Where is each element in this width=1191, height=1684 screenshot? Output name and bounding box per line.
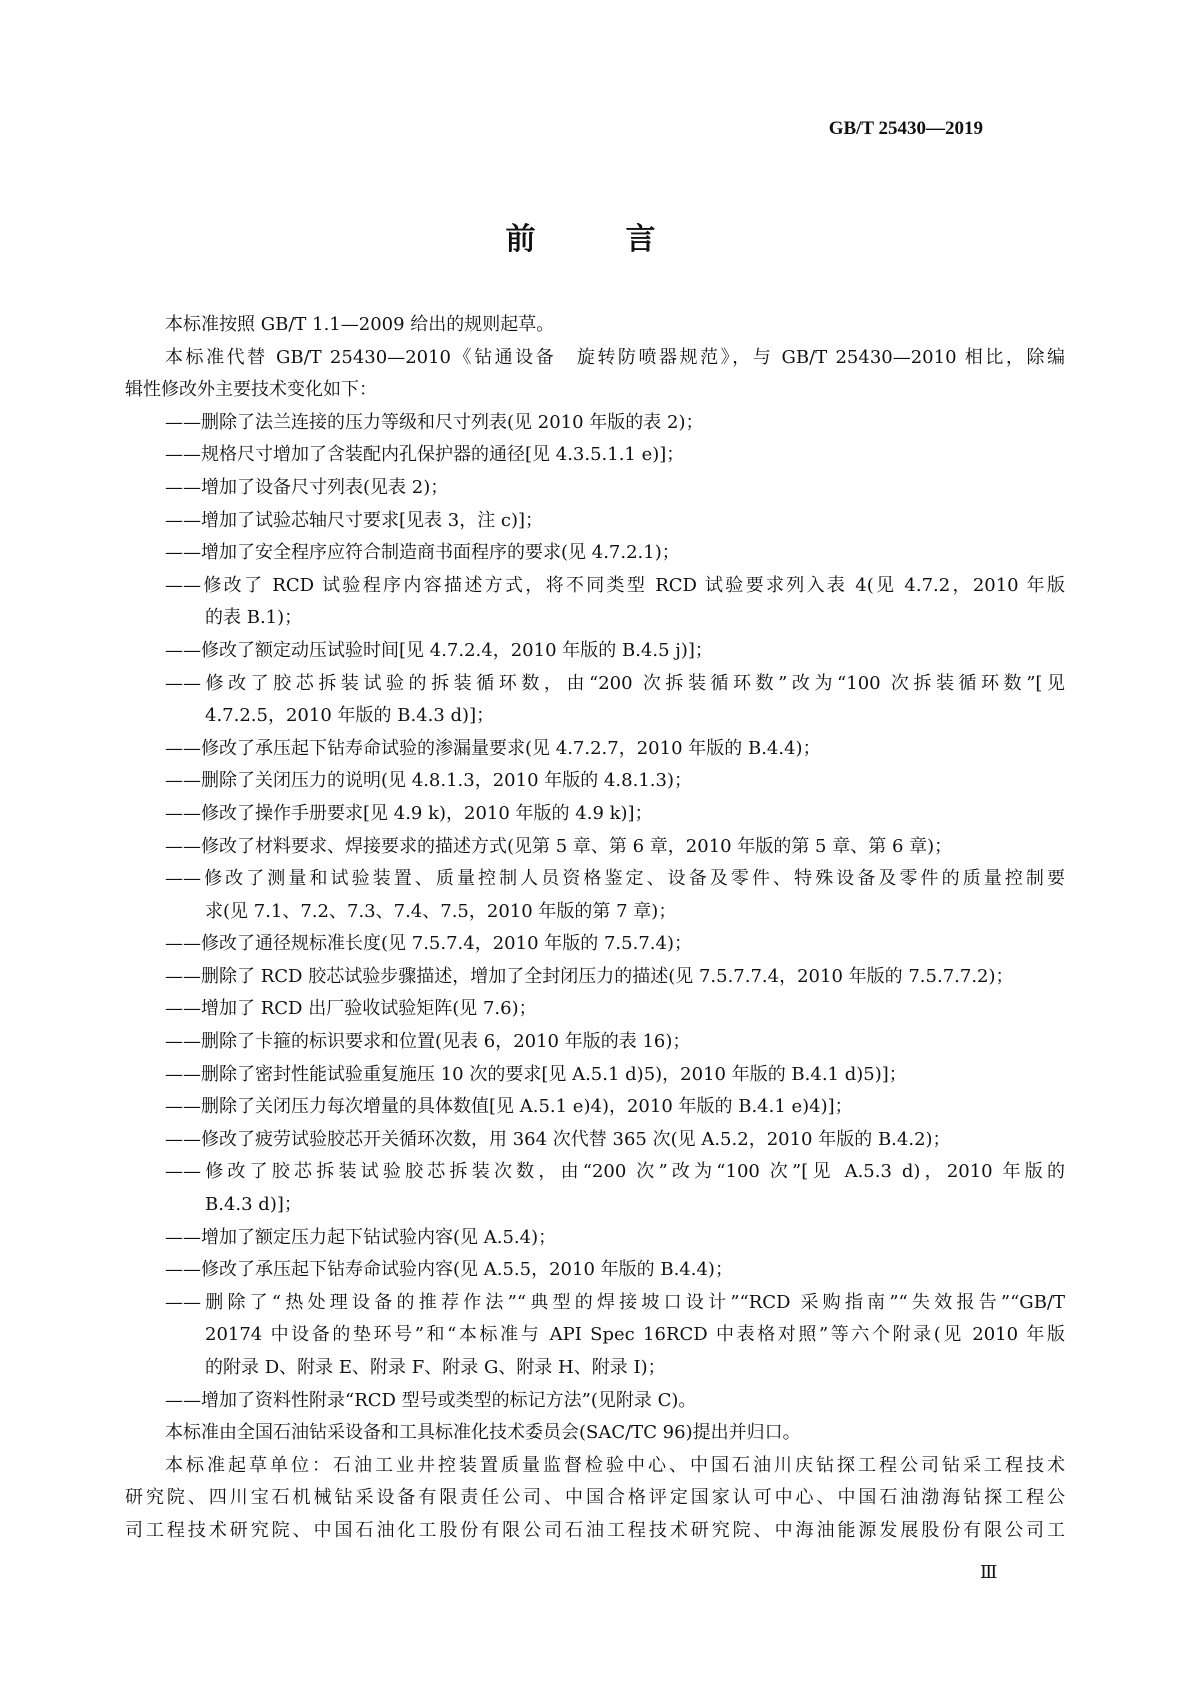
text-line: ——修改了操作手册要求[见 4.9 k)，2010 年版的 4.9 k)]； <box>165 802 653 824</box>
change-list-item <box>125 1124 1065 1157</box>
text-line: ——删除了密封性能试验重复施压 10 次的要求[见 A.5.1 d)5)，2010 年版的 B.4.1 d)5)]； <box>165 1063 907 1085</box>
change-list-item <box>125 668 1065 733</box>
text-line: 司工程技术研究院、中国石油化工股份有限公司石油工程技术研究院、中海油能源发展股份有限公司工 <box>125 1519 1065 1541</box>
text-line: ——修改了额定动压试验时间[见 4.7.2.4，2010 年版的 B.4.5 j)]； <box>165 639 713 661</box>
text-line: 的附录 D、附录 E、附录 F、附录 G、附录 H、附录 I)； <box>205 1357 666 1378</box>
change-list-item <box>125 1059 1065 1092</box>
text-line: ——修改了 RCD 试验程序内容描述方式，将不同类型 RCD 试验要求列入表 4(见 4.7.2，2010 年版 <box>165 574 1065 596</box>
paragraph <box>125 1450 1065 1548</box>
text-line: ——删除了卡箍的标识要求和位置(见表 6，2010 年版的表 16)； <box>165 1031 691 1053</box>
text-line: ——修改了疲劳试验胶芯开关循环次数，用 364 次代替 365 次(见 A.5.2，2010 年版的 B.4.2)； <box>165 1128 951 1150</box>
text-line: ——修改了承压起下钻寿命试验内容(见 A.5.5，2010 年版的 B.4.4)； <box>165 1259 733 1281</box>
change-list-item <box>125 570 1065 635</box>
text-line: ——修改了通径规标准长度(见 7.5.7.4，2010 年版的 7.5.7.4)； <box>165 933 692 955</box>
page-number: Ⅲ <box>980 1562 998 1583</box>
text-line: ——增加了设备尺寸列表(见表 2)； <box>165 476 449 498</box>
paragraph <box>125 309 1065 342</box>
change-list-item <box>125 505 1065 538</box>
text-line: ——修改了测量和试验装置、质量控制人员资格鉴定、设备及零件、特殊设备及零件的质量控制要 <box>165 868 1065 890</box>
text-line: ——删除了关闭压力的说明(见 4.8.1.3，2010 年版的 4.8.1.3)； <box>165 770 692 792</box>
text-line: ——增加了资料性附录“RCD 型号或类型的标记方法”(见附录 C)。 <box>165 1389 697 1411</box>
change-list-item <box>125 863 1065 928</box>
text-line: 本标准由全国石油钻采设备和工具标准化技术委员会(SAC/TC 96)提出并归口。 <box>165 1422 801 1444</box>
text-line: ——修改了胶芯拆装试验胶芯拆装次数，由“200 次”改为“100 次”[见 A.5.3 d)，2010 年版的 <box>165 1161 1065 1183</box>
text-line: 本标准起草单位：石油工业井控装置质量监督检验中心、中国石油川庆钻探工程公司钻采工程技术 <box>165 1454 1065 1476</box>
text-line: 的表 B.1)； <box>205 607 303 629</box>
paragraph <box>125 1417 1065 1450</box>
change-list-item <box>125 993 1065 1026</box>
change-list-item <box>125 831 1065 864</box>
text-line: B.4.3 d)]； <box>205 1194 302 1216</box>
change-list-item <box>125 733 1065 766</box>
text-line: ——删除了关闭压力每次增量的具体数值[见 A.5.1 e)4)，2010 年版的 B.4.1 e)4)]； <box>165 1096 853 1118</box>
change-list-item <box>125 407 1065 440</box>
text-line: 辑性修改外主要技术变化如下： <box>125 379 377 401</box>
change-list-item <box>125 928 1065 961</box>
paragraph <box>125 342 1065 407</box>
change-list-item <box>125 537 1065 570</box>
text-line: 4.7.2.5，2010 年版的 B.4.3 d)]； <box>205 705 495 727</box>
change-list-item <box>125 1222 1065 1255</box>
change-list-item <box>125 1287 1065 1385</box>
text-line: ——增加了额定压力起下钻试验内容(见 A.5.4)； <box>165 1226 557 1248</box>
change-list-item <box>125 1254 1065 1287</box>
text-line: 本标准按照 GB/T 1.1—2009 给出的规则起草。 <box>165 314 555 335</box>
text-line: ——增加了试验芯轴尺寸要求[见表 3，注 c)]； <box>165 509 544 531</box>
foreword-body <box>125 309 1065 1548</box>
text-line: ——修改了材料要求、焊接要求的描述方式(见第 5 章、第 6 章，2010 年版的第 5 章、第 6 章)； <box>165 835 953 857</box>
text-line: ——删除了“热处理设备的推荐作法”“典型的焊接坡口设计”“RCD 采购指南”“失效报告”“GB/T <box>165 1291 1065 1313</box>
change-list-item <box>125 1091 1065 1124</box>
text-line: 求(见 7.1、7.2、7.3、7.4、7.5，2010 年版的第 7 章)； <box>205 900 677 922</box>
text-line: ——增加了安全程序应符合制造商书面程序的要求(见 4.7.2.1)； <box>165 542 680 564</box>
text-line: ——删除了 RCD 胶芯试验步骤描述，增加了全封闭压力的描述(见 7.5.7.7.4，2010 年版的 7.5.7.7.2)； <box>165 965 1014 987</box>
change-list-item <box>125 765 1065 798</box>
change-list-item <box>125 635 1065 668</box>
text-line: 20174 中设备的垫环号”和“本标准与 API Spec 16RCD 中表格对照”等六个附录(见 2010 年版 <box>205 1324 1065 1346</box>
text-line: 本标准代替 GB/T 25430—2010《钻通设备 旋转防喷器规范》，与 GB/T 25430—2010 相比，除编 <box>165 346 1065 368</box>
text-line: ——修改了胶芯拆装试验的拆装循环数，由“200 次拆装循环数”改为“100 次拆装循环数”[见 <box>165 672 1065 694</box>
change-list-item <box>125 472 1065 505</box>
change-list-item <box>125 1156 1065 1221</box>
text-line: ——修改了承压起下钻寿命试验的渗漏量要求(见 4.7.2.7，2010 年版的 B.4.4)； <box>165 737 821 759</box>
change-list-item <box>125 1385 1065 1418</box>
text-line: ——删除了法兰连接的压力等级和尺寸列表(见 2010 年版的表 2)； <box>165 411 704 433</box>
text-line: ——增加了 RCD 出厂验收试验矩阵(见 7.6)； <box>165 998 537 1020</box>
change-list-item <box>125 439 1065 472</box>
change-list-item <box>125 961 1065 994</box>
change-list-item <box>125 798 1065 831</box>
text-line: ——规格尺寸增加了含装配内孔保护器的通径[见 4.3.5.1.1 e)]； <box>165 444 685 466</box>
change-list-item <box>125 1026 1065 1059</box>
page-title: 前 言 <box>505 222 686 257</box>
standard-number-header: GB/T 25430—2019 <box>828 118 983 139</box>
text-line: 研究院、四川宝石机械钻采设备有限责任公司、中国合格评定国家认可中心、中国石油渤海钻探工程公 <box>125 1487 1065 1509</box>
